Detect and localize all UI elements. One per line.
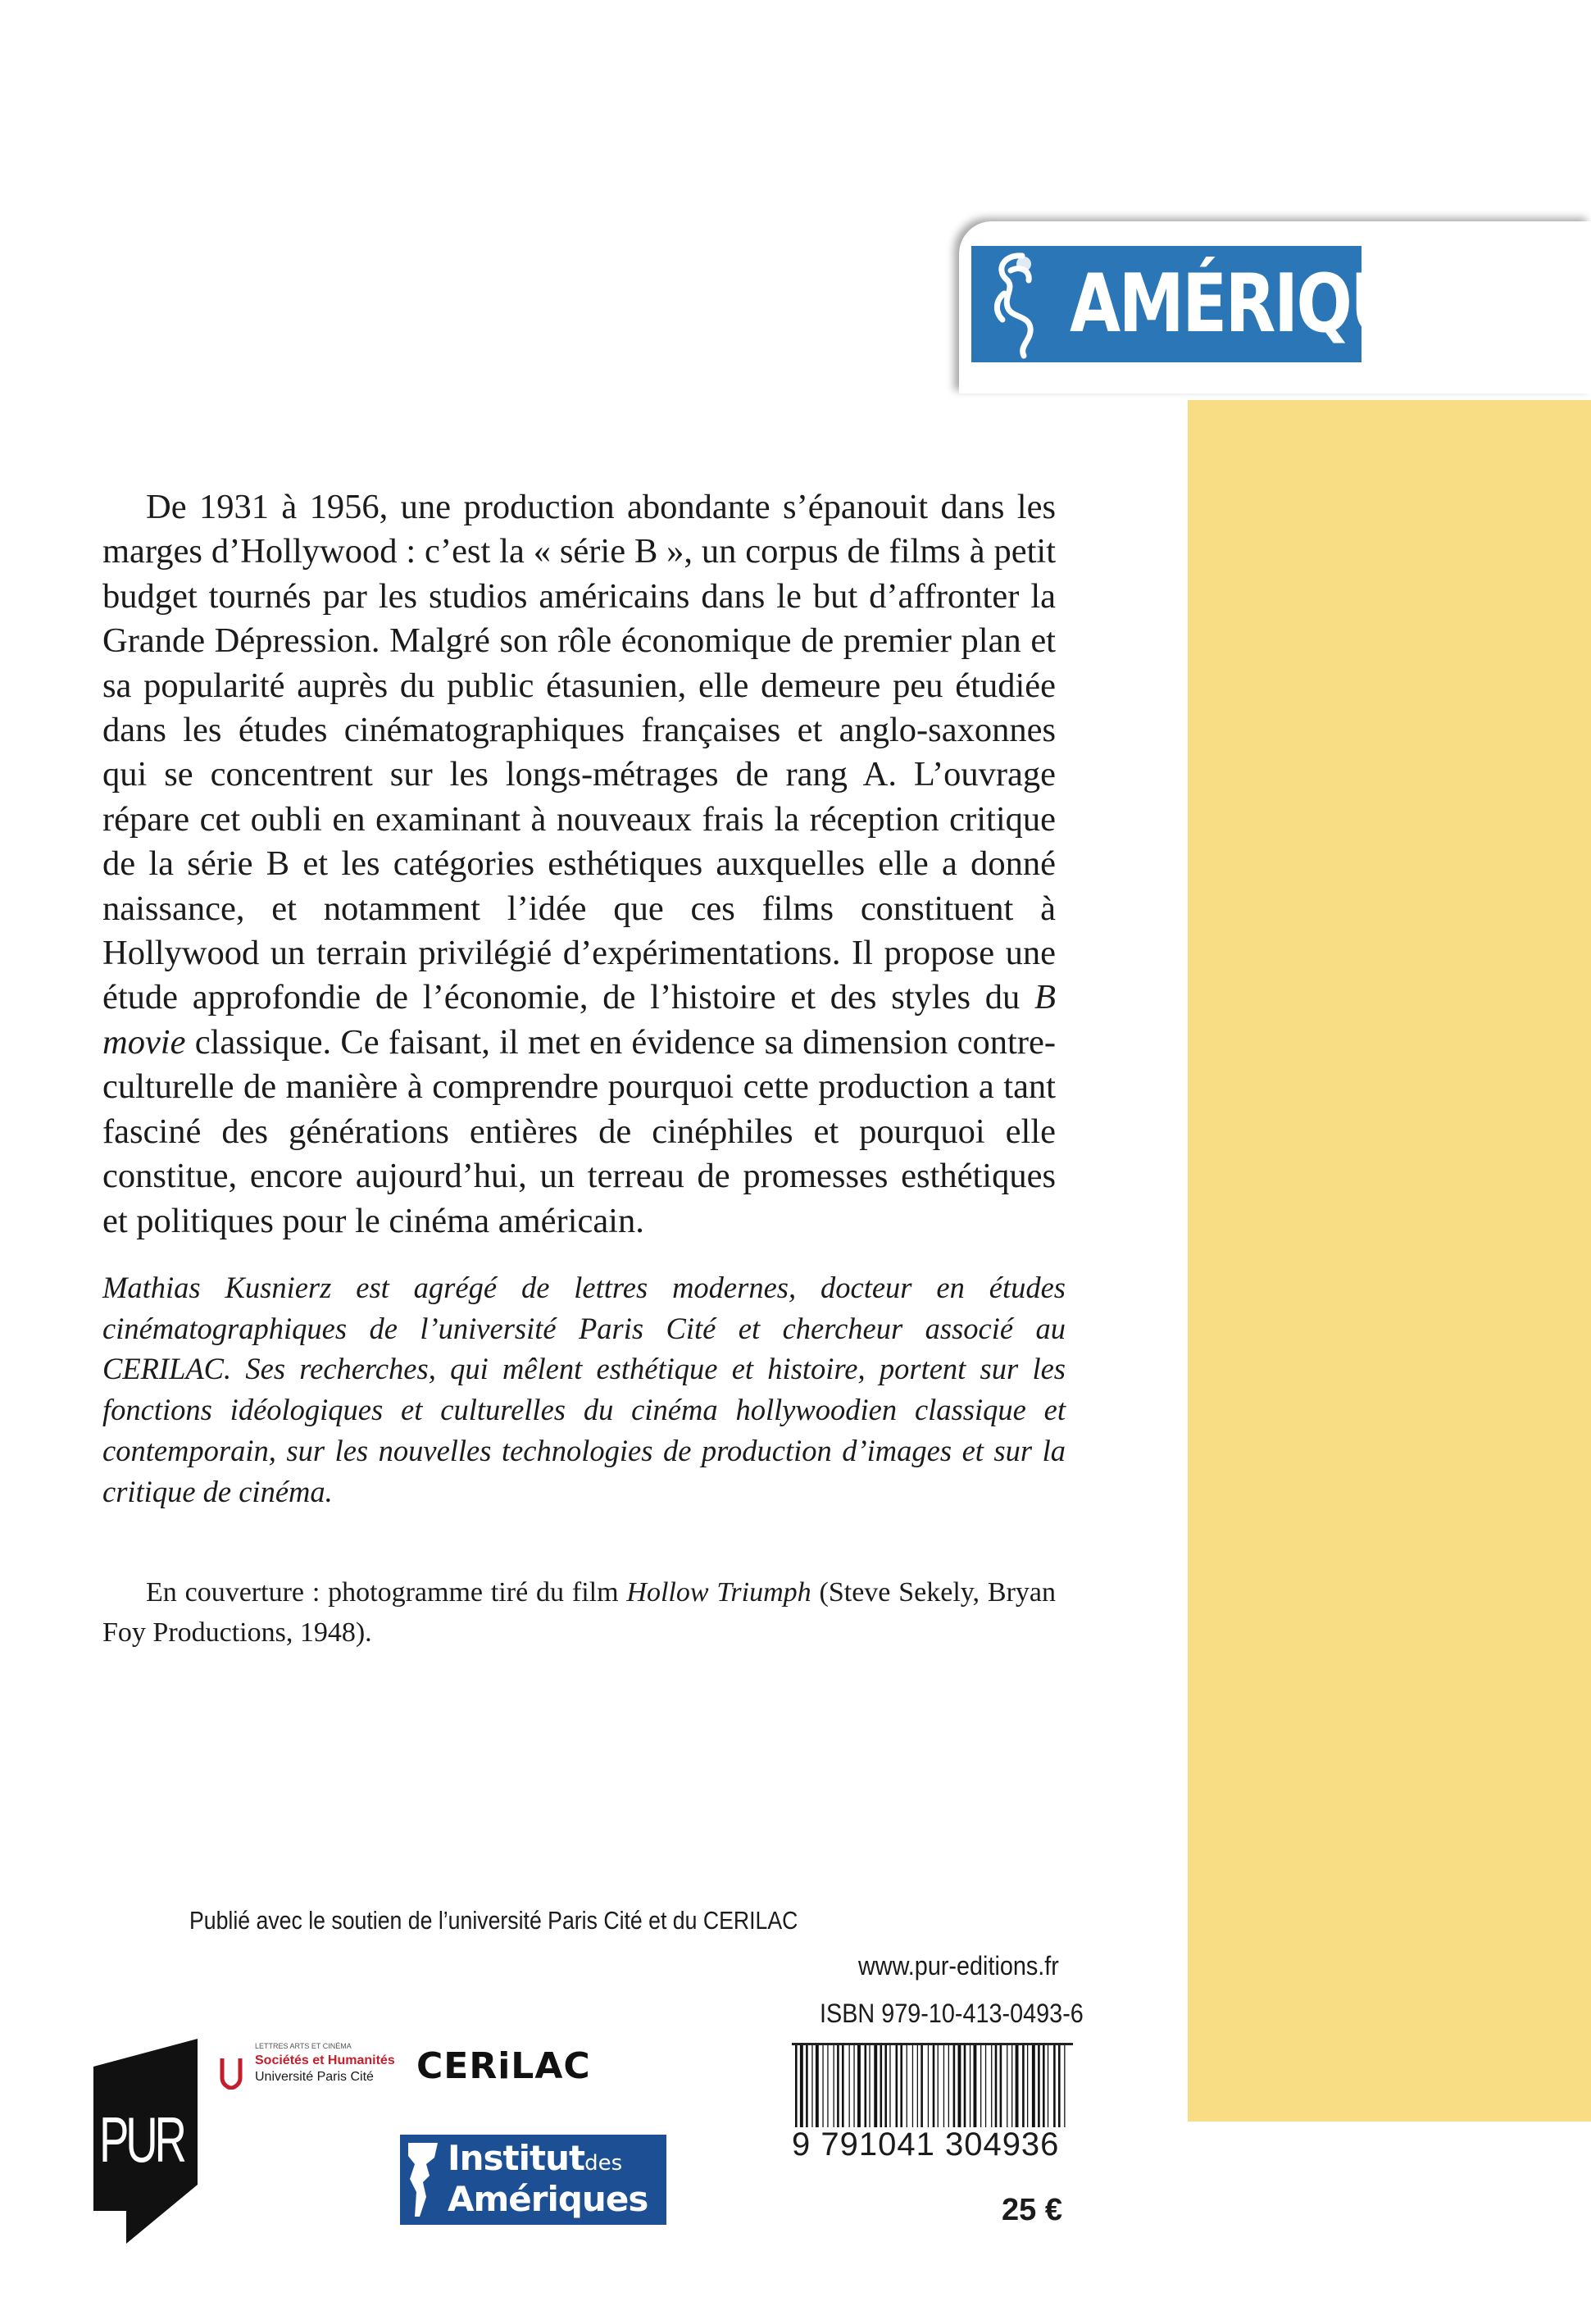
barcode-bar — [842, 2045, 844, 2127]
author-bio: Mathias Kusnierz est agrégé de lettres modernes, docteur en études cinématographiques de l’université Paris Cité et chercheur associé au CERILAC. Ses recherches, qui mêlent esthétique et histoire, portent sur les fonctions idéologiques et culturelles du cinéma hollywoodien classique et contemporain, sur les nouvelles technologies de production d’images et sur la critique de cinéma. — [102, 1271, 1066, 1508]
barcode-bar — [880, 2045, 883, 2127]
institut-des-word: des — [584, 2151, 623, 2176]
barcode-bar — [991, 2045, 992, 2127]
barcode-bar — [1027, 2045, 1028, 2127]
barcode-bar — [1064, 2045, 1065, 2127]
summary-paragraph — [102, 485, 1056, 1244]
shs-main-label: Sociétés et Humanités — [255, 2053, 395, 2067]
barcode-bar — [938, 2045, 939, 2127]
barcode-bar — [795, 2045, 798, 2127]
barcode-bar — [900, 2045, 902, 2127]
isbn: ISBN 979-10-413-0493-6 — [820, 1999, 1084, 2028]
pur-logo-text: PUR — [99, 2103, 184, 2176]
barcode-bar — [806, 2045, 808, 2127]
societes-humanites-logo — [219, 2042, 395, 2090]
barcode-bar — [896, 2045, 898, 2127]
barcode-bar — [874, 2045, 877, 2127]
barcode — [792, 2043, 1073, 2127]
barcode-digits: 9 791041 304936 — [792, 2126, 1060, 2163]
series-logo — [971, 246, 1491, 362]
institut-des-ameriques-logo — [400, 2135, 666, 2225]
barcode-bar — [853, 2045, 854, 2127]
barcode-bar — [869, 2045, 870, 2127]
barcode-bar — [985, 2045, 986, 2127]
barcode-bar — [928, 2045, 929, 2127]
barcode-bar — [964, 2045, 966, 2127]
barcode-bar — [921, 2045, 923, 2127]
barcode-bar — [953, 2045, 956, 2127]
summary-text-1: De 1931 à 1956, une production abondante s’épanouit dans les marges d’Hollywood : c’est la « série B », un corpus de films à petit budget tournés par les studios américains dans le but d’affronter la Grande Dépression. Malgré son rôle économique de premier plan et sa popularité auprès du public étasunien, elle demeure peu étudiée dans les études cinématographiques françaises et anglo-saxonnes qui se concentrent sur les longs-métrages de rang A. L’ouvrage répare cet oubli en examinant à nouveaux frais la réception critique de la série B et les catégories esthétiques auxquelles elle a donné naissance, et notamment l’idée que ces films constituent à Hollywood un terrain privilégié d’expérimentations. Il propose une étude approfondie de l’économie, de l’histoire et des styles du — [102, 488, 1056, 1017]
barcode-bar — [917, 2045, 918, 2127]
barcode-bar — [800, 2045, 803, 2127]
shs-small-label: LETTRES ARTS ET CINÉMA — [255, 2042, 352, 2050]
barcode-bar — [1053, 2045, 1056, 2127]
barcode-bar — [865, 2045, 867, 2127]
barcode-bar — [912, 2045, 913, 2127]
barcode-bar — [827, 2045, 828, 2127]
barcode-bar — [943, 2045, 944, 2127]
americas-map-icon — [405, 2140, 441, 2220]
barcode-bar — [816, 2045, 819, 2127]
price: 25 € — [1002, 2193, 1062, 2227]
publisher-website: www.pur-editions.fr — [858, 1951, 1059, 1981]
summary-italic-term: B movie — [102, 978, 1056, 1062]
barcode-bar — [1022, 2045, 1025, 2127]
barcode-bar — [1011, 2045, 1012, 2127]
credit-film-title: Hollow Triumph — [626, 1577, 811, 1608]
support-statement: Publié avec le soutien de l’université Paris Cité et du CERILAC — [189, 1906, 798, 1935]
barcode-bar — [1038, 2045, 1040, 2127]
barcode-bar — [1016, 2045, 1019, 2127]
barcode-bar — [811, 2045, 812, 2127]
yellow-side-band — [1188, 400, 1591, 2122]
barcode-bar — [889, 2045, 890, 2127]
barcode-bar — [948, 2045, 949, 2127]
barcode-bar — [970, 2045, 971, 2127]
institut-line2: Amériques — [448, 2179, 648, 2219]
barcode-bar — [837, 2045, 839, 2127]
barcode-bar — [1000, 2045, 1002, 2127]
barcode-bar — [822, 2045, 823, 2127]
shs-university-label: Université Paris Cité — [255, 2070, 374, 2084]
barcode-bar — [1032, 2045, 1035, 2127]
cerilac-logo: CERiLAC — [416, 2045, 591, 2087]
barcode-bar — [884, 2045, 887, 2127]
cover-credit — [102, 1572, 1056, 1653]
summary-text-2: classique. Ce faisant, il met en évidence sa dimension contre-culturelle de manière à comprendre pourquoi cette production a tant fasciné des générations entières de cinéphiles et pourquoi elle constitue, encore aujourd’hui, un terreau de promesses esthétiques et politiques pour le cinéma américain. — [102, 1022, 1056, 1240]
credit-prefix: En couverture : photogramme tiré du film — [146, 1577, 627, 1608]
barcode-bar — [933, 2045, 935, 2127]
institut-line1 — [448, 2138, 622, 2178]
university-mark-icon — [219, 2053, 243, 2090]
barcode-bar — [980, 2045, 981, 2127]
barcode-bar — [995, 2045, 998, 2127]
barcode-bar — [849, 2045, 850, 2127]
barcode-bar — [857, 2045, 861, 2127]
barcode-bar — [1058, 2045, 1061, 2127]
credit-suffix: (Steve Sekely, Bryan Foy Productions, 1948). — [102, 1577, 1057, 1648]
barcode-bar — [974, 2045, 977, 2127]
series-title: AMÉRIQUES — [1070, 257, 1491, 351]
barcode-bar — [1043, 2045, 1045, 2127]
figure-icon — [971, 246, 1070, 362]
institut-word: Institut — [448, 2138, 585, 2178]
barcode-bar — [958, 2045, 961, 2127]
